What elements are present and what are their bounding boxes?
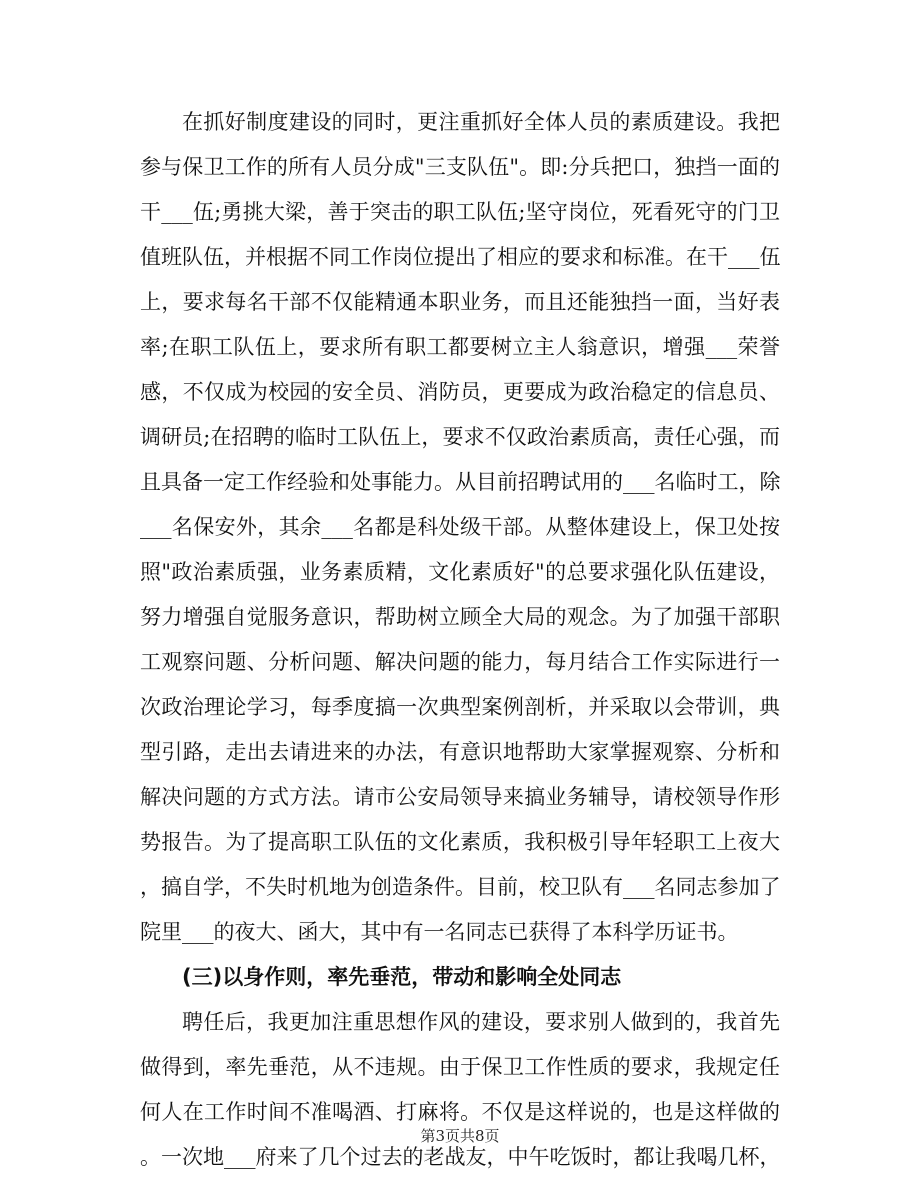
paragraph-1 [140,100,780,955]
text-line: 在抓好制度建设的同时，更注重抓好全体人员的素质建设。我把 [182,110,780,134]
text-line: 调研员;在招聘的临时工队伍上，要求不仅政治素质高，责任心强，而 [140,425,780,449]
text-line: 次政治理论学习，每季度搞一次典型案例剖析，并采取以会带训，典 [140,695,780,719]
text-line: 解决问题的方式方法。请市公安局领导来搞业务辅导，请校领导作形 [140,785,780,809]
text-line: 型引路，走出去请进来的办法，有意识地帮助大家掌握观察、分析和 [140,740,780,764]
document-body [140,100,780,1180]
text-line: 何人在工作时间不准喝酒、打麻将。不仅是这样说的，也是这样做的 [140,1100,780,1124]
text-line: 努力增强自觉服务意识，帮助树立顾全大局的观念。为了加强干部职 [140,605,780,629]
text-line: 势报告。为了提高职工队伍的文化素质，我积极引导年轻职工上夜大 [140,830,780,854]
text-line: ，搞自学，不失时机地为创造条件。目前，校卫队有___名同志参加了 [140,875,780,899]
text-line: ___名保安外，其余___名都是科处级干部。从整体建设上，保卫处按 [140,515,780,539]
text-line: 。一次地___府来了几个过去的老战友，中午吃饭时，都让我喝几杯， [140,1145,780,1169]
paragraph-2 [140,1000,780,1180]
text-line: 聘任后，我更加注重思想作风的建设，要求别人做到的，我首先 [182,1010,780,1034]
section-heading: (三)以身作则，率先垂范，带动和影响全处同志 [182,965,622,989]
text-line: 值班队伍，并根据不同工作岗位提出了相应的要求和标准。在干___伍 [140,245,780,269]
text-line: 且具备一定工作经验和处事能力。从目前招聘试用的___名临时工，除 [140,470,780,494]
text-line: 感，不仅成为校园的安全员、消防员，更要成为政治稳定的信息员、 [140,380,780,404]
text-line: 做得到，率先垂范，从不违规。由于保卫工作性质的要求，我规定任 [140,1055,780,1079]
text-line: 工观察问题、分析问题、解决问题的能力，每月结合工作实际进行一 [140,650,780,674]
text-line: 干___伍;勇挑大梁，善于突击的职工队伍;坚守岗位，死看死守的门卫 [140,200,780,224]
text-line: 照"政治素质强，业务素质精，文化素质好"的总要求强化队伍建设， [140,560,780,584]
text-line: 院里___的夜大、函大，其中有一名同志已获得了本科学历证书。 [140,920,739,944]
text-line: 参与保卫工作的所有人员分成"三支队伍"。即:分兵把口，独挡一面的 [140,155,780,179]
text-line: 率;在职工队伍上，要求所有职工都要树立主人翁意识，增强___荣誉 [140,335,780,359]
text-line: 上，要求每名干部不仅能精通本职业务，而且还能独挡一面，当好表 [140,290,780,314]
page-number: 第3页共8页 [420,1127,500,1145]
